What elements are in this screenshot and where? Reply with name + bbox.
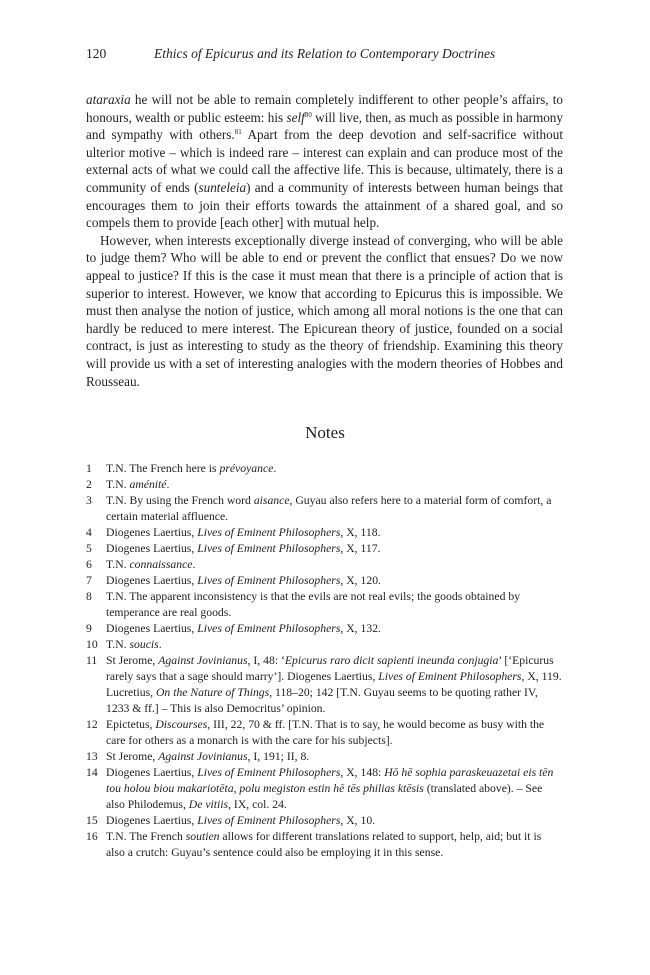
note-number: 7 <box>86 574 92 587</box>
note-number: 16 <box>86 830 98 843</box>
note-number: 12 <box>86 718 98 731</box>
main-text <box>86 91 563 390</box>
note-text <box>106 574 381 587</box>
text-run: , X, 10. <box>340 814 376 827</box>
italic-text: ataraxia <box>86 92 131 107</box>
page-number: 120 <box>86 46 107 61</box>
text-run: allows for different translations related to support, help, aid; but it is also a crutch: Guyau’s sentence could also be employing it in this sense. <box>106 830 542 859</box>
note-number: 6 <box>86 558 92 571</box>
note-text <box>106 590 520 619</box>
italic-text: Lives of Eminent Philosophers <box>197 622 341 635</box>
note-item <box>86 621 563 637</box>
text-run: . <box>273 462 277 475</box>
text-run: , I, 48: ‘ <box>247 654 285 667</box>
note-item <box>86 765 563 813</box>
text-run: , I, 191; II, 8. <box>247 750 310 763</box>
note-text <box>106 718 544 747</box>
italic-text: Lives of Eminent Philosophers <box>197 542 341 555</box>
note-text <box>106 462 276 475</box>
text-run: Diogenes Laertius, <box>106 526 198 539</box>
note-text <box>106 622 381 635</box>
text-run: Diogenes Laertius, <box>106 542 198 555</box>
note-number: 2 <box>86 478 92 491</box>
note-number: 5 <box>86 542 92 555</box>
text-run: . <box>166 478 170 491</box>
note-text <box>106 830 541 859</box>
text-run: Diogenes Laertius, <box>106 766 198 779</box>
text-run: , Guyau also refers here to a material form of comfort, a certain material affluence. <box>106 494 552 523</box>
text-run: . <box>192 558 196 571</box>
note-text <box>106 478 169 491</box>
text-run: ’ [‘Epicurus rarely says that a sage should marry’]. Diogenes Laertius, <box>106 654 554 683</box>
italic-text: connaissance <box>129 558 193 571</box>
note-number: 8 <box>86 590 92 603</box>
note-text <box>106 558 195 571</box>
italic-text: Discourses <box>155 718 208 731</box>
note-number: 10 <box>86 638 98 651</box>
text-run: T.N. The French here is <box>106 462 220 475</box>
text-run: T.N. <box>106 478 130 491</box>
italic-text: Lives of Eminent Philosophers <box>197 814 341 827</box>
text-run: T.N. <box>106 638 130 651</box>
italic-text: self <box>286 109 305 125</box>
text-run: he will not be able to remain completely indifferent to other people’s affairs, to honours, wealth or public esteem: his <box>86 92 563 125</box>
text-run: T.N. The French <box>106 830 186 843</box>
italic-text: soutien <box>185 830 220 843</box>
note-item <box>86 589 563 621</box>
note-text <box>106 766 553 811</box>
note-item <box>86 461 563 477</box>
text-run: , III, 22, 70 & ff. [T.N. That is to say, he would become as busy with the care for others as a monarch is with the care for his subjects]. <box>106 718 545 747</box>
text-run: Apart from the deep devotion and self-sacrifice without ulterior motive – which is indeed rare – interest can explain and can produce most of the external acts of what we could call the affective life. This is because, ultimately, there is a community of ends ( <box>86 127 564 195</box>
text-run: (translated above). – See also Philodemus, <box>106 782 543 811</box>
italic-text: On the Nature of Things <box>155 686 270 699</box>
note-item <box>86 829 563 861</box>
text-run: T.N. <box>106 558 130 571</box>
italic-text: Lives of Eminent Philosophers <box>197 526 341 539</box>
text-run: St Jerome, <box>106 654 159 667</box>
note-number: 4 <box>86 526 92 539</box>
text-run: , IX, col. 24. <box>228 798 287 811</box>
italic-text: soucis <box>129 638 159 651</box>
note-text <box>106 750 309 763</box>
text-run: , X, 119. Lucretius, <box>106 670 562 699</box>
note-text <box>106 638 162 651</box>
italic-text: Epicurus raro dicit sapienti ineunda conjugia <box>284 654 499 667</box>
note-item <box>86 573 563 589</box>
note-item <box>86 749 563 765</box>
note-number: 14 <box>86 766 98 779</box>
note-text <box>106 542 381 555</box>
text-run: , 118–20; 142 [T.N. Guyau seems to be quoting rather IV, 1233 & ff.] – This is also Democritus’ opinion. <box>106 686 538 715</box>
note-item <box>86 525 563 541</box>
note-number: 11 <box>86 654 98 667</box>
note-item <box>86 717 563 749</box>
note-item <box>86 557 563 573</box>
italic-text: Lives of Eminent Philosophers <box>197 766 341 779</box>
text-run: will live, then, as much as possible in harmony and sympathy with others. <box>86 109 563 143</box>
italic-text: Lives of Eminent Philosophers <box>197 574 341 587</box>
footnote-ref: 81 <box>234 128 242 137</box>
note-text <box>106 494 551 523</box>
italic-text: prévoyance <box>219 462 274 475</box>
italic-text: aisance <box>253 494 290 507</box>
text-run: . <box>158 638 162 651</box>
text-run: , X, 148: <box>340 766 385 779</box>
text-run: Diogenes Laertius, <box>106 622 198 635</box>
note-item <box>86 493 563 525</box>
italic-text: Against Jovinianus <box>158 750 248 763</box>
note-item <box>86 477 563 493</box>
paragraph-2 <box>86 232 563 390</box>
note-number: 9 <box>86 622 92 635</box>
note-number: 1 <box>86 462 92 475</box>
italic-text: sunteleia <box>198 179 247 195</box>
note-item <box>86 653 563 717</box>
text-run: , X, 117. <box>340 542 381 555</box>
italic-text: De vitiis <box>188 798 229 811</box>
text-run: ) and a community of interests between human beings that encourages them to join their efforts towards the attainment of a shared goal, and so compels them to provide [each other] with mutual help. <box>86 179 563 231</box>
note-number: 15 <box>86 814 98 827</box>
note-text <box>106 526 381 539</box>
text-run: Diogenes Laertius, <box>106 814 198 827</box>
italic-text: Against Jovinianus <box>158 654 248 667</box>
text-run: , X, 132. <box>340 622 381 635</box>
footnote-ref: 80 <box>304 110 312 119</box>
note-item <box>86 541 563 557</box>
notes-list <box>86 461 563 861</box>
note-number: 3 <box>86 494 92 507</box>
paragraph-1 <box>86 91 563 232</box>
note-text <box>106 814 375 827</box>
text-run: Epictetus, <box>106 718 156 731</box>
text-run: , X, 120. <box>340 574 381 587</box>
text-run: , X, 118. <box>340 526 381 539</box>
running-title: Ethics of Epicurus and its Relation to Contemporary Doctrines <box>154 46 496 61</box>
notes-heading: Notes <box>305 423 345 442</box>
note-text <box>106 654 562 715</box>
note-item <box>86 637 563 653</box>
text-run: Diogenes Laertius, <box>106 574 198 587</box>
text-run: T.N. The apparent inconsistency is that the evils are not real evils; the goods obtained by temperance are real goods. <box>106 590 521 619</box>
text-run: However, when interests exceptionally diverge instead of converging, who will be able to judge them? Who will be able to end or prevent the conflict that ensues? Do we now appeal to justice? If this is the case it must mean that there is a principle of action that is superior to interest. However, we know that according to Epicurus this is impossible. We must then analyse the notion of justice, which among all moral notions is the one that can hardly be reduced to mere interest. The Epicurean theory of justice, founded on a social contract, is just as interesting to study as the theory of friendship. Examining this theory will provide us with a set of interesting analogies with the modern theories of Hobbes and Rousseau. <box>86 232 563 389</box>
italic-text: Hō hē sophia paraskeuazetai eis tēn tou holou biou makariotēta, polu megiston estin hē tēs philias ktēsis <box>106 766 554 795</box>
note-number: 13 <box>86 750 98 763</box>
italic-text: aménité <box>129 478 167 491</box>
note-item <box>86 813 563 829</box>
italic-text: Lives of Eminent Philosophers <box>378 670 522 683</box>
text-run: T.N. By using the French word <box>106 494 254 507</box>
text-run: St Jerome, <box>106 750 159 763</box>
